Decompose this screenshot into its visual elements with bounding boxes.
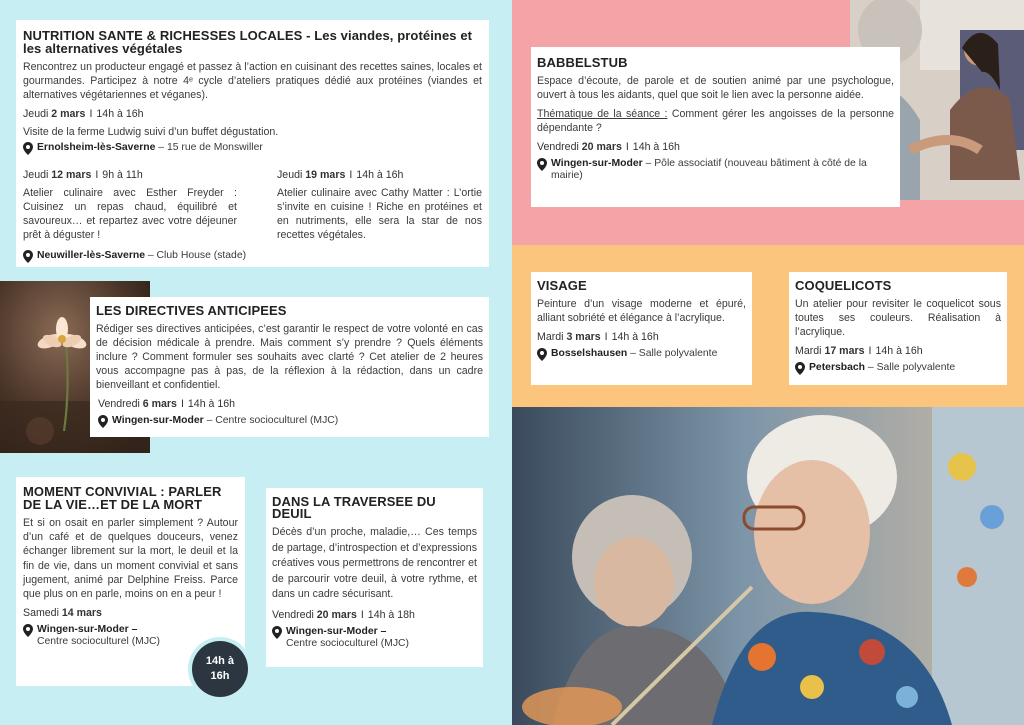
map-pin-icon [23, 624, 33, 637]
babbelstub-desc: Espace d’écoute, de parole et de soutien animé par une psychologue, ouvert à tous les aidants, quel que soit le lien avec la personne aidée. [537, 75, 894, 101]
nutrition-intro: Rencontrez un producteur engagé et passez à l’action en cuisinant des recettes saines, locales et gourmandes. Participez à notre 4ᵉ cycle d’ateliers pratiques dédié aux protéines (viandes et alternatives végétariennes et véganes). [23, 61, 482, 101]
coquelicots-title: COQUELICOTS [795, 278, 892, 293]
deuil-location: Wingen-sur-Moder – Centre socioculturel (MJC) [272, 626, 477, 650]
nutrition-s3: Jeudi 19 mars I 14h à 16h Atelier culinaire avec Cathy Matter : L’ortie s’invite en cuisine ! Riche en protéines et en nutriments, elle sera la star de nos recettes végétales. [277, 169, 482, 241]
deuil-date: Vendredi 20 mars I 14h à 18h [272, 608, 415, 621]
babbelstub-title: BABBELSTUB [537, 55, 628, 70]
map-pin-icon [537, 348, 547, 361]
deuil-card [266, 488, 483, 667]
map-pin-icon [795, 362, 805, 375]
nutrition-s2: Jeudi 12 mars I 9h à 11h Atelier culinaire avec Esther Freyder : Cuisinez un repas chaud, équilibré et savoureux… et repartez avec votre déjeuner prêt à déguster ! [23, 169, 237, 241]
map-pin-icon [272, 626, 282, 639]
nutrition-s1-desc: Visite de la ferme Ludwig suivi d’un buffet dégustation. [23, 126, 279, 138]
convivial-location: Wingen-sur-Moder – Centre socioculturel (MJC) [23, 624, 238, 648]
visage-desc: Peinture d’un visage moderne et épuré, alliant sobriété et élégance à l’acrylique. [537, 298, 746, 324]
coquelicots-desc: Un atelier pour revisiter le coquelicot sous toutes ses couleurs. Réalisation à l’acrylique. [795, 298, 1001, 338]
visage-location: Bosselshausen – Salle polyvalente [537, 348, 746, 361]
directives-date: Vendredi 6 mars I 14h à 16h [98, 398, 236, 410]
time-badge: 14h à 16h [192, 641, 248, 697]
map-pin-icon [537, 158, 547, 171]
visage-card [531, 272, 752, 385]
map-pin-icon [23, 142, 33, 155]
directives-title: LES DIRECTIVES ANTICIPEES [96, 303, 287, 318]
nutrition-s1-location: Ernolsheim-lès-Saverne – 15 rue de Monswiller [23, 142, 482, 155]
deuil-desc: Décès d’un proche, maladie,… Ces temps de partage, d’introspection et d’expressions créatives vous permettrons de rencontrer et de parcourir votre deuil, à votre rythme, et dans un cadre sécurisant. [272, 526, 477, 600]
directives-desc: Rédiger ses directives anticipées, c’est garantir le respect de votre volonté en cas de décision médicale à prendre. Mais comment s’y prendre ? Quels éléments inclure ? Comment formuler ses souhaits avec clarté ? Cet atelier de 2 heures vous accompagne pas à pas, de la réflexion à la rédaction, dans un cadre bienveillant et confidentiel. [96, 323, 483, 391]
map-pin-icon [98, 415, 108, 428]
coquelicots-card [789, 272, 1007, 385]
nutrition-s1-date: Jeudi 2 mars I 14h à 16h [23, 108, 144, 120]
directives-card [90, 297, 489, 437]
map-pin-icon [23, 250, 33, 263]
nutrition-card [16, 20, 489, 267]
nutrition-title: NUTRITION SANTE & RICHESSES LOCALES - Les viandes, protéines et les alternatives végétales [23, 28, 473, 56]
babbelstub-theme: Thématique de la séance : Comment gérer les angoisses de la personne dépendante ? [537, 108, 894, 134]
babbelstub-date: Vendredi 20 mars I 14h à 16h [537, 141, 680, 153]
babbelstub-location: Wingen-sur-Moder – Pôle associatif (nouveau bâtiment à côté de la mairie) [537, 158, 894, 182]
convivial-date: Samedi 14 mars [23, 607, 102, 620]
painting-seniors-photo [512, 407, 1024, 725]
directives-location: Wingen-sur-Moder – Centre socioculturel (MJC) [98, 415, 483, 428]
visage-title: VISAGE [537, 278, 587, 293]
convivial-desc: Et si on osait en parler simplement ? Autour d’un café et de quelques douceurs, venez échanger librement sur la mort, le deuil et la fin de vie, dans un moment convivial et sans jugement, animé par Delphine Freiss. Parce que plus on en parle, moins on en a peur ! [23, 517, 238, 601]
convivial-title: MOMENT CONVIVIAL : PARLER DE LA VIE…ET DE LA MORT [23, 484, 222, 512]
coquelicots-location: Petersbach – Salle polyvalente [795, 362, 1001, 375]
coquelicots-date: Mardi 17 mars I 14h à 16h [795, 345, 923, 357]
deuil-title: DANS LA TRAVERSEE DU DEUIL [272, 494, 436, 521]
visage-date: Mardi 3 mars I 14h à 16h [537, 331, 659, 343]
nutrition-location-2: Neuwiller-lès-Saverne – Club House (stade) [23, 250, 482, 263]
babbelstub-card [531, 47, 900, 207]
